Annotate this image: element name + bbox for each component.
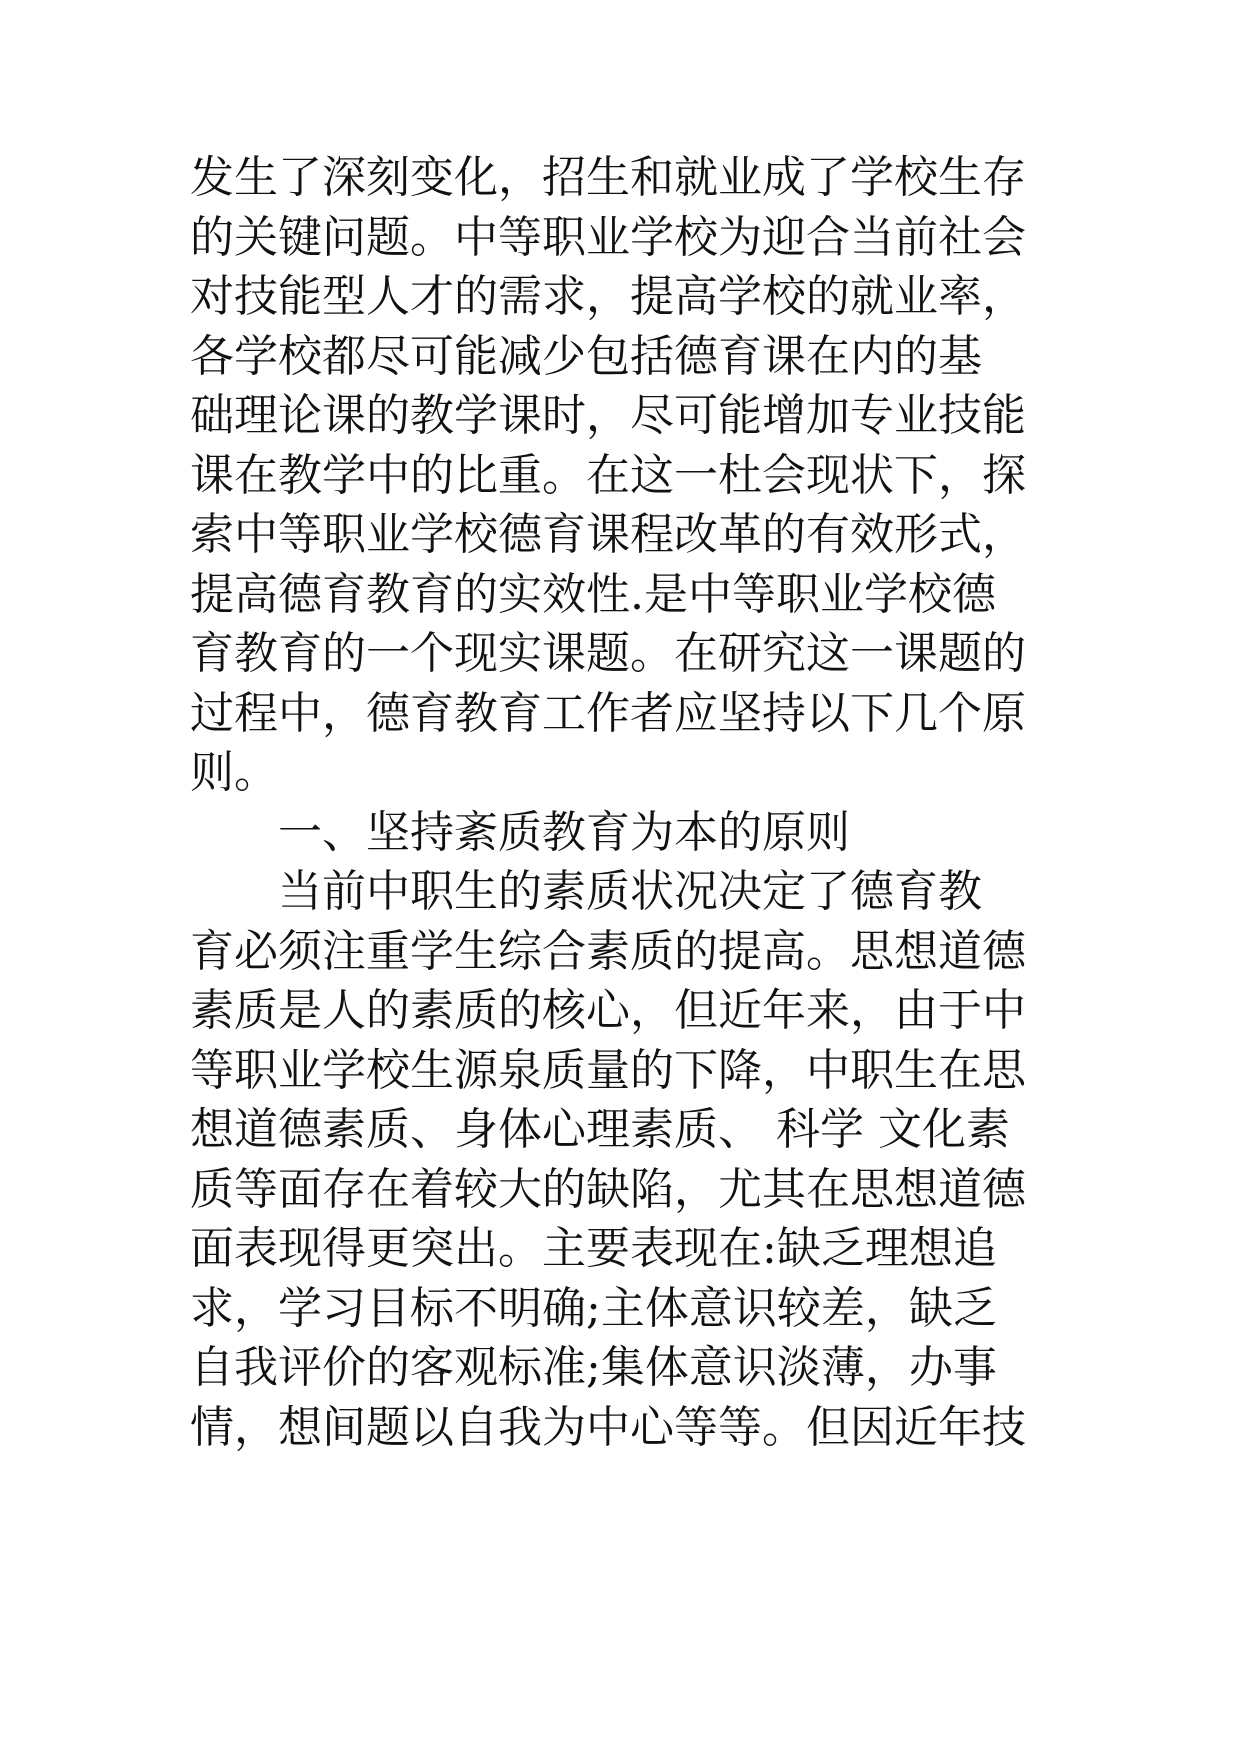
- text-line: 课在教学中的比重。在这一杜会现状下，探: [190, 449, 1026, 501]
- text-line: 面表现得更突出。主要表现在:缺乏理想追: [190, 1223, 997, 1274]
- text-line: 素质是人的素质的核心，但近年来，由于中: [190, 985, 1026, 1036]
- text-line: 各学校都尽可能减少包括德育课在内的基: [190, 330, 982, 382]
- text-line: 育必须注重学生综合素质的提高。思想道德: [190, 925, 1026, 977]
- text-line: 的关键问题。中等职业学校为迎合当前社会: [190, 211, 1026, 263]
- paragraph-start-line: 当前中职生的素质状况决定了德育教: [278, 866, 982, 917]
- text-line: 提高德育教育的实效性.是中等职业学校德: [190, 568, 996, 620]
- text-line: 自我评价的客观标准;集体意识淡薄，办事: [190, 1342, 997, 1393]
- text-line: 索中等职业学校德育课程改革的有效形式，: [190, 509, 1026, 560]
- text-line: 等职业学校生源泉质量的下降，中职生在思: [190, 1044, 1026, 1096]
- body-text: [190, 148, 1070, 1457]
- text-line: 对技能型人才的需求，提高学校的就业率，: [190, 271, 1026, 322]
- text-line: 质等面存在着较大的缺陷，尤其在思想道德: [190, 1163, 1026, 1215]
- text-line: 发生了深刻变化，招生和就业成了学校生存: [190, 152, 1026, 203]
- text-line: 础理论课的教学课时，尽可能增加专业技能: [190, 390, 1026, 441]
- text-line: 过程中，德育教育工作者应坚持以下几个原: [190, 687, 1026, 739]
- text-line: 则。: [190, 747, 278, 798]
- text-line: 想道德素质、身体心理素质、 科学 文化素: [190, 1104, 1010, 1155]
- text-line: 求，学习目标不明确;主体意识较差，缺乏: [190, 1282, 997, 1334]
- text-line: 育教育的一个现实课题。在研究这一课题的: [190, 628, 1026, 679]
- section-heading: 一、坚持紊质教育为本的原则: [278, 806, 850, 858]
- text-line: 情，想间题以自我为中心等等。但因近年技: [190, 1401, 1026, 1453]
